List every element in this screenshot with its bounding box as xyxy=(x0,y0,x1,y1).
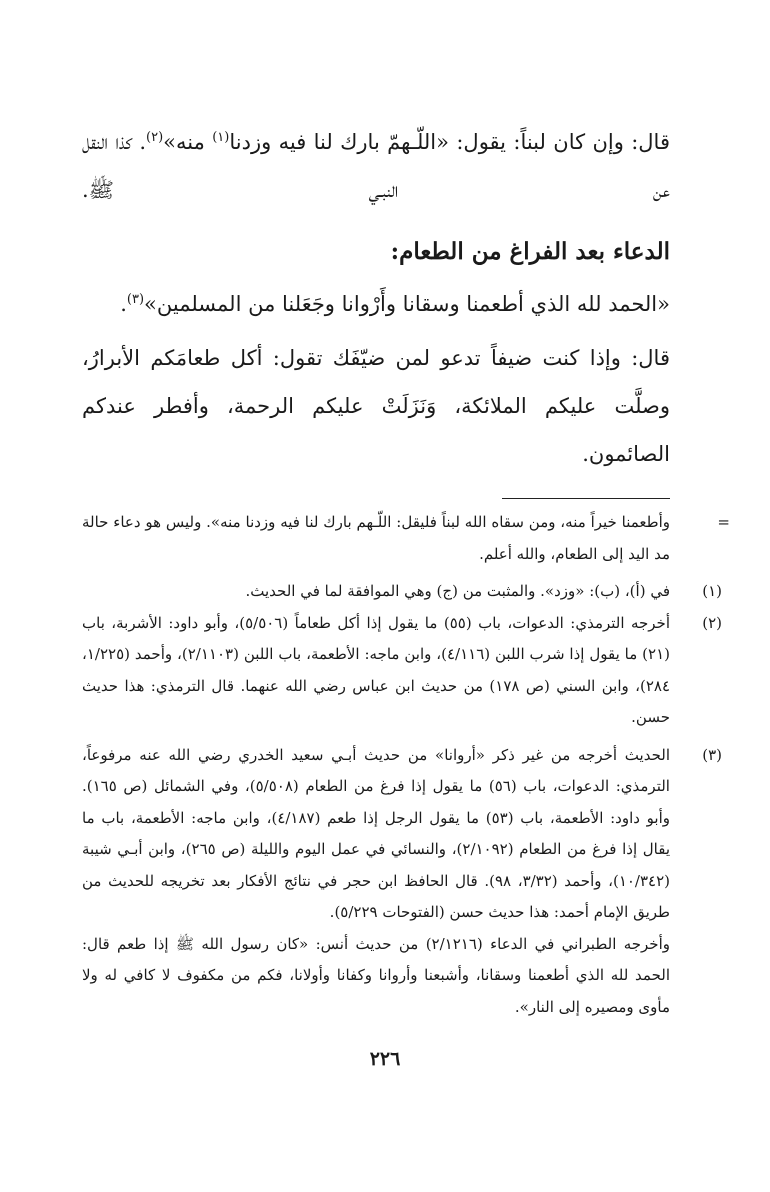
page-body xyxy=(82,118,730,1023)
footnote-3-number: (٣) xyxy=(702,745,722,764)
footnote-2-number: (٢) xyxy=(702,613,722,632)
footnotes xyxy=(82,507,730,1023)
footnote-divider xyxy=(502,498,670,499)
footnote-ref-2[interactable]: (٢) xyxy=(146,130,164,145)
main-text xyxy=(82,118,670,478)
dua-text: «الحمد لله الذي أطعمنا وسقانا وأَرْوانا وجَعَلنا من المسلمين» xyxy=(144,292,670,316)
continuation-mark: = xyxy=(717,513,730,531)
continuation-text: وأطعمنا خيراً منه، ومن سقاه الله لبناً فليقل: اللّـهم بارك لنا فيه وزدنا منه». وليس هو دعاء حالة مد اليد إلى الطعام، والله أعلم. xyxy=(82,513,670,563)
footnote-1 xyxy=(82,576,722,608)
footnote-ref-1[interactable]: (١) xyxy=(212,130,230,145)
footnote-continuation xyxy=(82,507,730,570)
footnote-1-number: (١) xyxy=(702,582,722,600)
footnote-3-text: الحديث أخرجه من غير ذكر «أروانا» من حديث أبـي سعيد الخدري رضي الله عنه مرفوعاً، الترمذي: الدعوات، باب (٥٦) ما يقول إذا فرغ من الطعام (٥/٥٠٨)، وفي الشمائل (ص ١٦٥). وأبو داود: الأطعمة، باب (٥٣) ما يقول الرجل إذا طعم (٤/١٨٧)، وابن ماجه: الأطعمة، باب ما يقال إذا فرغ من الطعام (٢/١٠٩٢)، والنسائي في عمل اليوم والليلة (ص ٢٦٥)، وابن أبـي شيبة (١٠/٣٤٢)، وأحمد (٣/٣٢، ٩٨). قال الحافظ ابن حجر في نتائج الأفكار بعد تخريجه للحديث من طريق الإمام أحمد: هذا حديث حسن (الفتوحات ٥/٢٢٩). xyxy=(82,745,671,921)
paragraph-dua xyxy=(82,280,670,328)
footnote-2-text: أخرجه الترمذي: الدعوات، باب (٥٥) ما يقول إذا أكل طعاماً (٥/٥٠٦)، وأبو داود: الأشربة، باب (٢١) ما يقول إذا شرب اللبن (٤/١١٦)، وابن ماجه: الأطعمة، باب اللبن (٢/١١٠٣)، وأحمد (١/٢٢٥، ٢٨٤)، وابن السني (ص ١٧٨) من حديث ابن عباس رضي الله عنهما. قال الترمذي: هذا حديث حسن. xyxy=(82,613,670,726)
para1-part-a: قال: وإن كان لبناً: يقول: «اللّـهمّ بارك لنا فيه وزدنا xyxy=(229,130,670,154)
para1-part-b: منه» xyxy=(163,130,213,154)
paragraph-guest-dua: قال: وإذا كنت ضيفاً تدعو لمن ضيّفَك تقول: أكل طعامَكم الأبرارُ، وصلَّت عليكم الملائكة، وَنَزَلَتْ عليكم الرحمة، وأفطر عندكم الصائمون. xyxy=(82,346,670,466)
footnote-3 xyxy=(82,740,722,1024)
section-heading: الدعاء بعد الفراغ من الطعام: xyxy=(390,238,670,265)
footnote-1-text: في (أ)، (ب): «وزد». والمثبت من (ج) وهي الموافقة لما في الحديث. xyxy=(245,582,670,600)
footnote-ref-3[interactable]: (٣) xyxy=(126,292,145,307)
footnote-2 xyxy=(82,608,722,734)
dua-end: . xyxy=(120,292,127,316)
para1-part-c: . كذا النقل عن النبـي ﷺ. xyxy=(82,130,670,202)
paragraph-milk-dua xyxy=(82,118,670,214)
footnote-3-extra: وأخرجه الطبراني في الدعاء (٢/١٢١٦) من حديث أنس: «كان رسول الله ﷺ إذا طعم قال: الحمد لله الذي أطعمنا وسقانا، وأشبعنا وأروانا وكفانا وأولانا، فكم من مكفوف لا كافي له ولا مأوى ومصيره إلى النار». xyxy=(82,934,670,1016)
page-number: ٢٢٦ xyxy=(369,1048,401,1070)
